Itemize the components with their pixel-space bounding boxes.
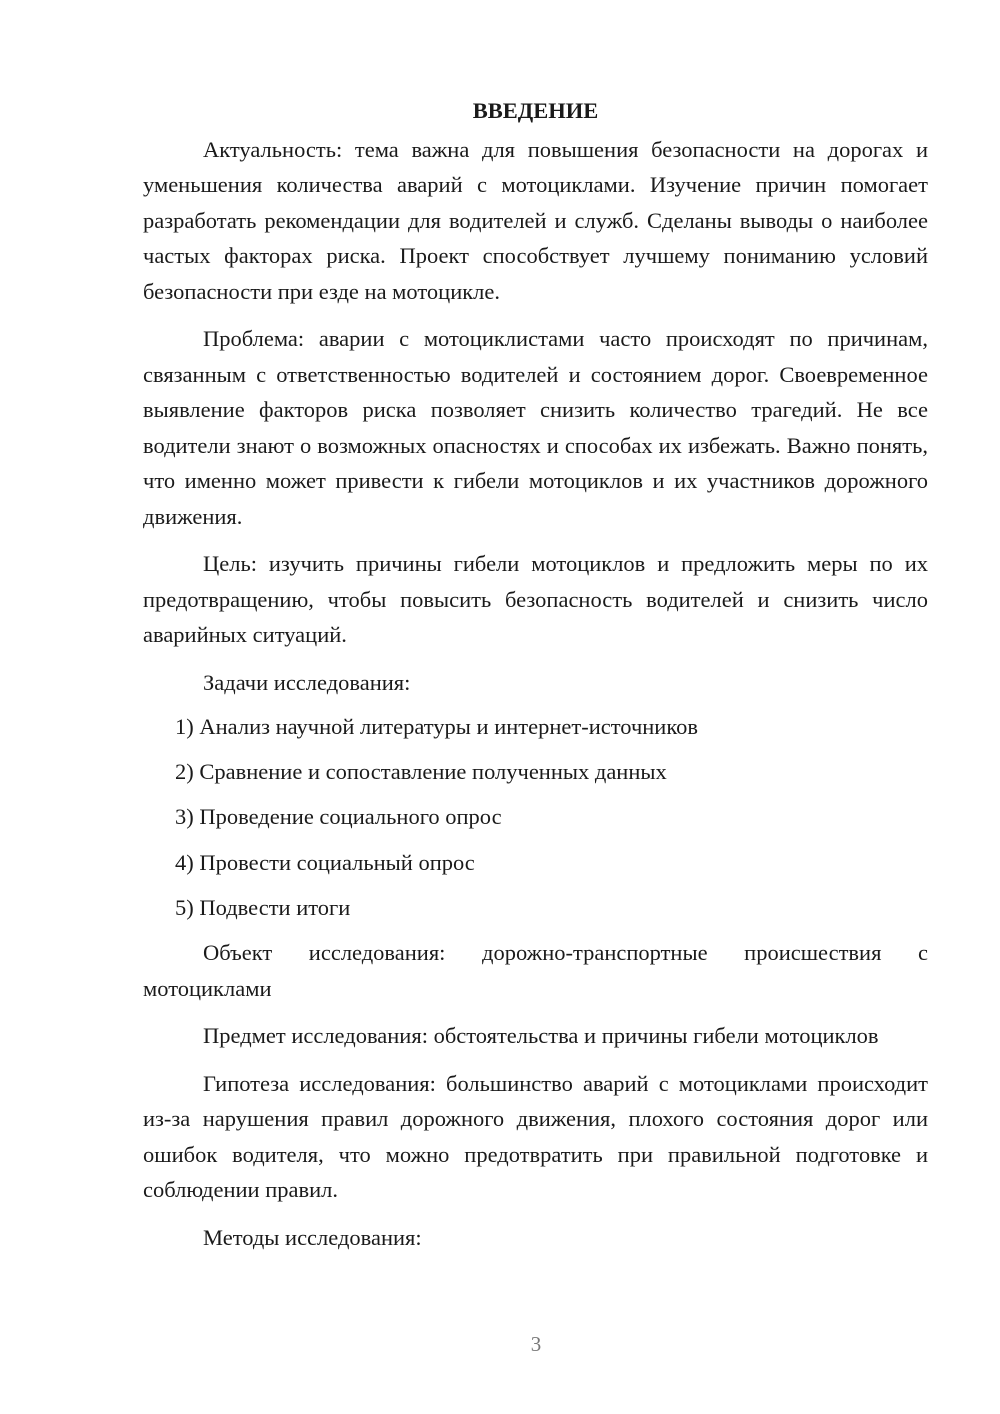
task-item: 5) Подвести итоги	[175, 894, 351, 920]
goal-paragraph: Цель: изучить причины гибели мотоциклов и предложить меры по их предотвращению, чтобы повысить безопасность водителей и снизить число аварийных ситуаций.	[143, 551, 928, 647]
subject-paragraph: Предмет исследования: обстоятельства и причины гибели мотоциклов	[203, 1023, 879, 1049]
relevance-paragraph: Актуальность: тема важна для повышения безопасности на дорогах и уменьшения количества аварий с мотоциклами. Изучение причин помогает разработать рекомендации для водителей и служб. Сделаны выводы о наиболее частых факторах риска. Проект способствует лучшему пониманию условий безопасности при езде на мотоцикле.	[143, 136, 928, 304]
task-item: 1) Анализ научной литературы и интернет-источников	[175, 714, 699, 739]
methods-heading: Методы исследования:	[203, 1224, 422, 1250]
page-number: 3	[530, 1332, 542, 1356]
tasks-list	[143, 709, 928, 925]
problem-paragraph: Проблема: аварии с мотоциклистами часто происходят по причинам, связанным с ответственностью водителей и состоянием дорог. Своевременное выявление факторов риска позволяет снизить количество трагедий. Не все водители знают о возможных опасностях и способах их избежать. Важно понять, что именно может привести к гибели мотоциклов и их участников дорожного движения.	[143, 326, 928, 529]
object-paragraph: Объект исследования: дорожно-транспортные происшествия с мотоциклами	[143, 940, 928, 1001]
task-item: 3) Проведение социального опрос	[175, 804, 502, 830]
tasks-heading: Задачи исследования:	[203, 669, 411, 695]
task-item: 2) Сравнение и сопоставление полученных данных	[175, 759, 667, 785]
page-content	[143, 93, 928, 1264]
section-title: ВВЕДЕНИЕ	[472, 98, 599, 123]
task-item: 4) Провести социальный опрос	[175, 849, 475, 875]
hypothesis-paragraph: Гипотеза исследования: большинство аварий с мотоциклами происходит из-за нарушения правил дорожного движения, плохого состояния дорог или ошибок водителя, что можно предотвратить при правильной подготовке и соблюдении правил.	[143, 1070, 928, 1203]
